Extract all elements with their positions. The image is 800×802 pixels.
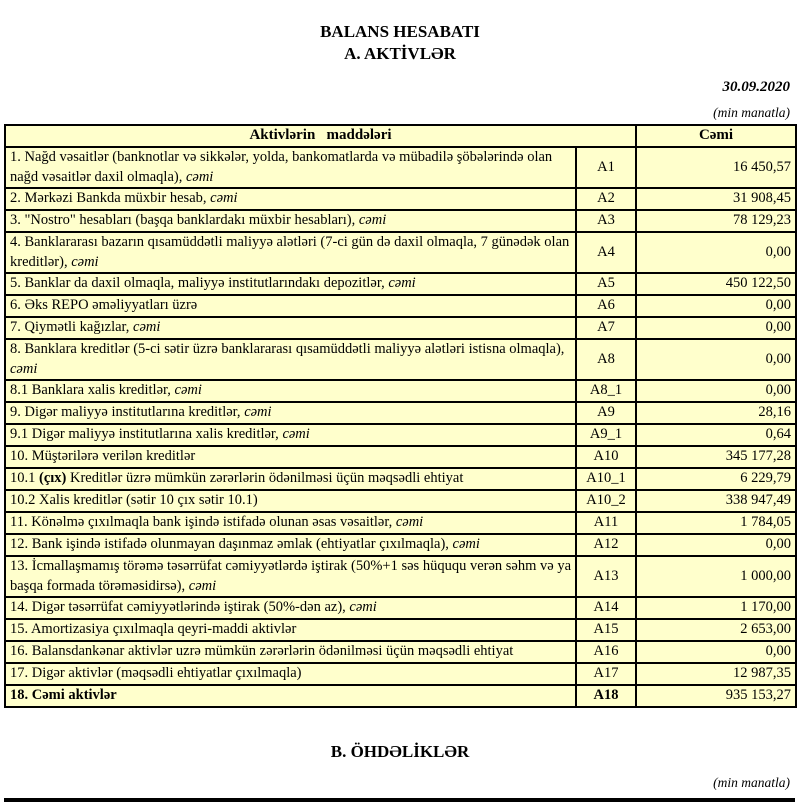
row-value: 0,00: [636, 380, 796, 402]
row-code: A12: [576, 534, 636, 556]
row-code: A7: [576, 317, 636, 339]
table-header-items: Aktivlərin maddələri: [5, 125, 636, 147]
row-label: 8. Banklara kreditlər (5-ci sətir üzrə banklararası qısamüddətli maliyyə alətləri istisna olmaqla), cəmi: [5, 339, 576, 380]
row-label: 17. Digər aktivlər (məqsədli ehtiyatlar çıxılmaqla): [5, 663, 576, 685]
row-code: A1: [576, 147, 636, 188]
row-value: 12 987,35: [636, 663, 796, 685]
table-row: [5, 597, 796, 619]
row-label: 10.1 (çıx) Kreditlər üzrə mümkün zərərlərin ödənilməsi üçün məqsədli ehtiyat: [5, 468, 576, 490]
row-label: 18. Cəmi aktivlər: [5, 685, 576, 707]
row-label: 4. Banklararası bazarın qısamüddətli maliyyə alətləri (7-ci gün də daxil olmaqla, 7 günədək olan kreditlər), cəmi: [5, 232, 576, 273]
row-code: A10_1: [576, 468, 636, 490]
assets-table: [4, 124, 797, 708]
report-date: 30.09.2020: [722, 79, 790, 95]
table-row: [5, 210, 796, 232]
row-value: 0,64: [636, 424, 796, 446]
row-value: 2 653,00: [636, 619, 796, 641]
table-row: [5, 512, 796, 534]
page-subtitle-liabilities: B. ÖHDƏLİKLƏR: [330, 742, 470, 761]
row-label: 10.2 Xalis kreditlər (sətir 10 çıx sətir 10.1): [5, 490, 576, 512]
table-row: [5, 402, 796, 424]
row-code: A15: [576, 619, 636, 641]
row-value: 338 947,49: [636, 490, 796, 512]
row-code: A6: [576, 295, 636, 317]
row-value: 16 450,57: [636, 147, 796, 188]
row-value: 0,00: [636, 339, 796, 380]
row-label: 15. Amortizasiya çıxılmaqla qeyri-maddi aktivlər: [5, 619, 576, 641]
row-value: 28,16: [636, 402, 796, 424]
row-value: 78 129,23: [636, 210, 796, 232]
row-label: 9. Digər maliyyə institutlarına kreditlər, cəmi: [5, 402, 576, 424]
row-code: A4: [576, 232, 636, 273]
row-value: 0,00: [636, 317, 796, 339]
row-value: 31 908,45: [636, 188, 796, 210]
table-row: [5, 619, 796, 641]
row-code: A16: [576, 641, 636, 663]
page-title: BALANS HESABATI: [320, 22, 480, 41]
table-row: [5, 663, 796, 685]
row-label: 13. İcmallaşmamış törəmə təsərrüfat cəmiyyətlərdə iştirak (50%+1 səs hüququ verən səhm və ya başqa formada törəməsidirsə), cəmi: [5, 556, 576, 597]
assets-table-body: [5, 147, 796, 707]
row-label: 3. "Nostro" hesabları (başqa banklardakı müxbir hesabları), cəmi: [5, 210, 576, 232]
table-row: [5, 380, 796, 402]
row-code: A8: [576, 339, 636, 380]
row-value: 6 229,79: [636, 468, 796, 490]
row-code: A9_1: [576, 424, 636, 446]
row-label: 6. Əks REPO əməliyyatları üzrə: [5, 295, 576, 317]
unit-note: (min manatla): [713, 105, 790, 120]
row-label: 11. Könəlmə çıxılmaqla bank işində istifadə olunan əsas vəsaitlər, cəmi: [5, 512, 576, 534]
row-value: 935 153,27: [636, 685, 796, 707]
row-value: 0,00: [636, 641, 796, 663]
table-row: [5, 339, 796, 380]
table-row: [5, 295, 796, 317]
row-label: 2. Mərkəzi Bankda müxbir hesab, cəmi: [5, 188, 576, 210]
row-value: 1 000,00: [636, 556, 796, 597]
row-code: A17: [576, 663, 636, 685]
table-row: [5, 424, 796, 446]
row-code: A13: [576, 556, 636, 597]
row-value: 0,00: [636, 534, 796, 556]
row-label: 12. Bank işində istifadə olunmayan daşınmaz əmlak (ehtiyatlar çıxılmaqla), cəmi: [5, 534, 576, 556]
table-row: [5, 446, 796, 468]
row-value: 1 784,05: [636, 512, 796, 534]
table-header-total: Cəmi: [636, 125, 796, 147]
row-code: A3: [576, 210, 636, 232]
row-value: 0,00: [636, 295, 796, 317]
row-code: A11: [576, 512, 636, 534]
table-row: [5, 188, 796, 210]
row-code: A5: [576, 273, 636, 295]
row-label: 16. Balansdankənar aktivlər uzrə mümkün zərərlərin ödənilməsi üçün məqsədli ehtiyat: [5, 641, 576, 663]
page-subtitle-assets: A. AKTİVLƏR: [344, 44, 456, 63]
row-label: 10. Müştərilərə verilən kreditlər: [5, 446, 576, 468]
table-row: [5, 685, 796, 707]
row-label: 1. Nağd vəsaitlər (banknotlar və sikkələr, yolda, bankomatlarda və mübadilə şöbələrində olan nağd vəsaitlər daxil olmaqla), cəmi: [5, 147, 576, 188]
row-code: A18: [576, 685, 636, 707]
table-header-row: [5, 125, 796, 147]
table-row: [5, 147, 796, 188]
liabilities-table-top-border: [4, 798, 795, 802]
row-label: 5. Banklar da daxil olmaqla, maliyyə institutlarındakı depozitlər, cəmi: [5, 273, 576, 295]
row-code: A2: [576, 188, 636, 210]
table-row: [5, 641, 796, 663]
row-code: A10_2: [576, 490, 636, 512]
table-row: [5, 468, 796, 490]
row-label: 7. Qiymətli kağızlar, cəmi: [5, 317, 576, 339]
table-row: [5, 556, 796, 597]
table-row: [5, 232, 796, 273]
table-row: [5, 317, 796, 339]
row-value: 345 177,28: [636, 446, 796, 468]
table-row: [5, 273, 796, 295]
row-label: 14. Digər təsərrüfat cəmiyyətlərində iştirak (50%-dən az), cəmi: [5, 597, 576, 619]
row-code: A9: [576, 402, 636, 424]
row-label: 9.1 Digər maliyyə institutlarına xalis kreditlər, cəmi: [5, 424, 576, 446]
row-code: A10: [576, 446, 636, 468]
row-value: 1 170,00: [636, 597, 796, 619]
table-row: [5, 490, 796, 512]
unit-note-2: (min manatla): [713, 775, 790, 790]
title-block: [0, 0, 800, 65]
table-row: [5, 534, 796, 556]
row-code: A14: [576, 597, 636, 619]
row-value: 0,00: [636, 232, 796, 273]
row-value: 450 122,50: [636, 273, 796, 295]
row-label: 8.1 Banklara xalis kreditlər, cəmi: [5, 380, 576, 402]
row-code: A8_1: [576, 380, 636, 402]
